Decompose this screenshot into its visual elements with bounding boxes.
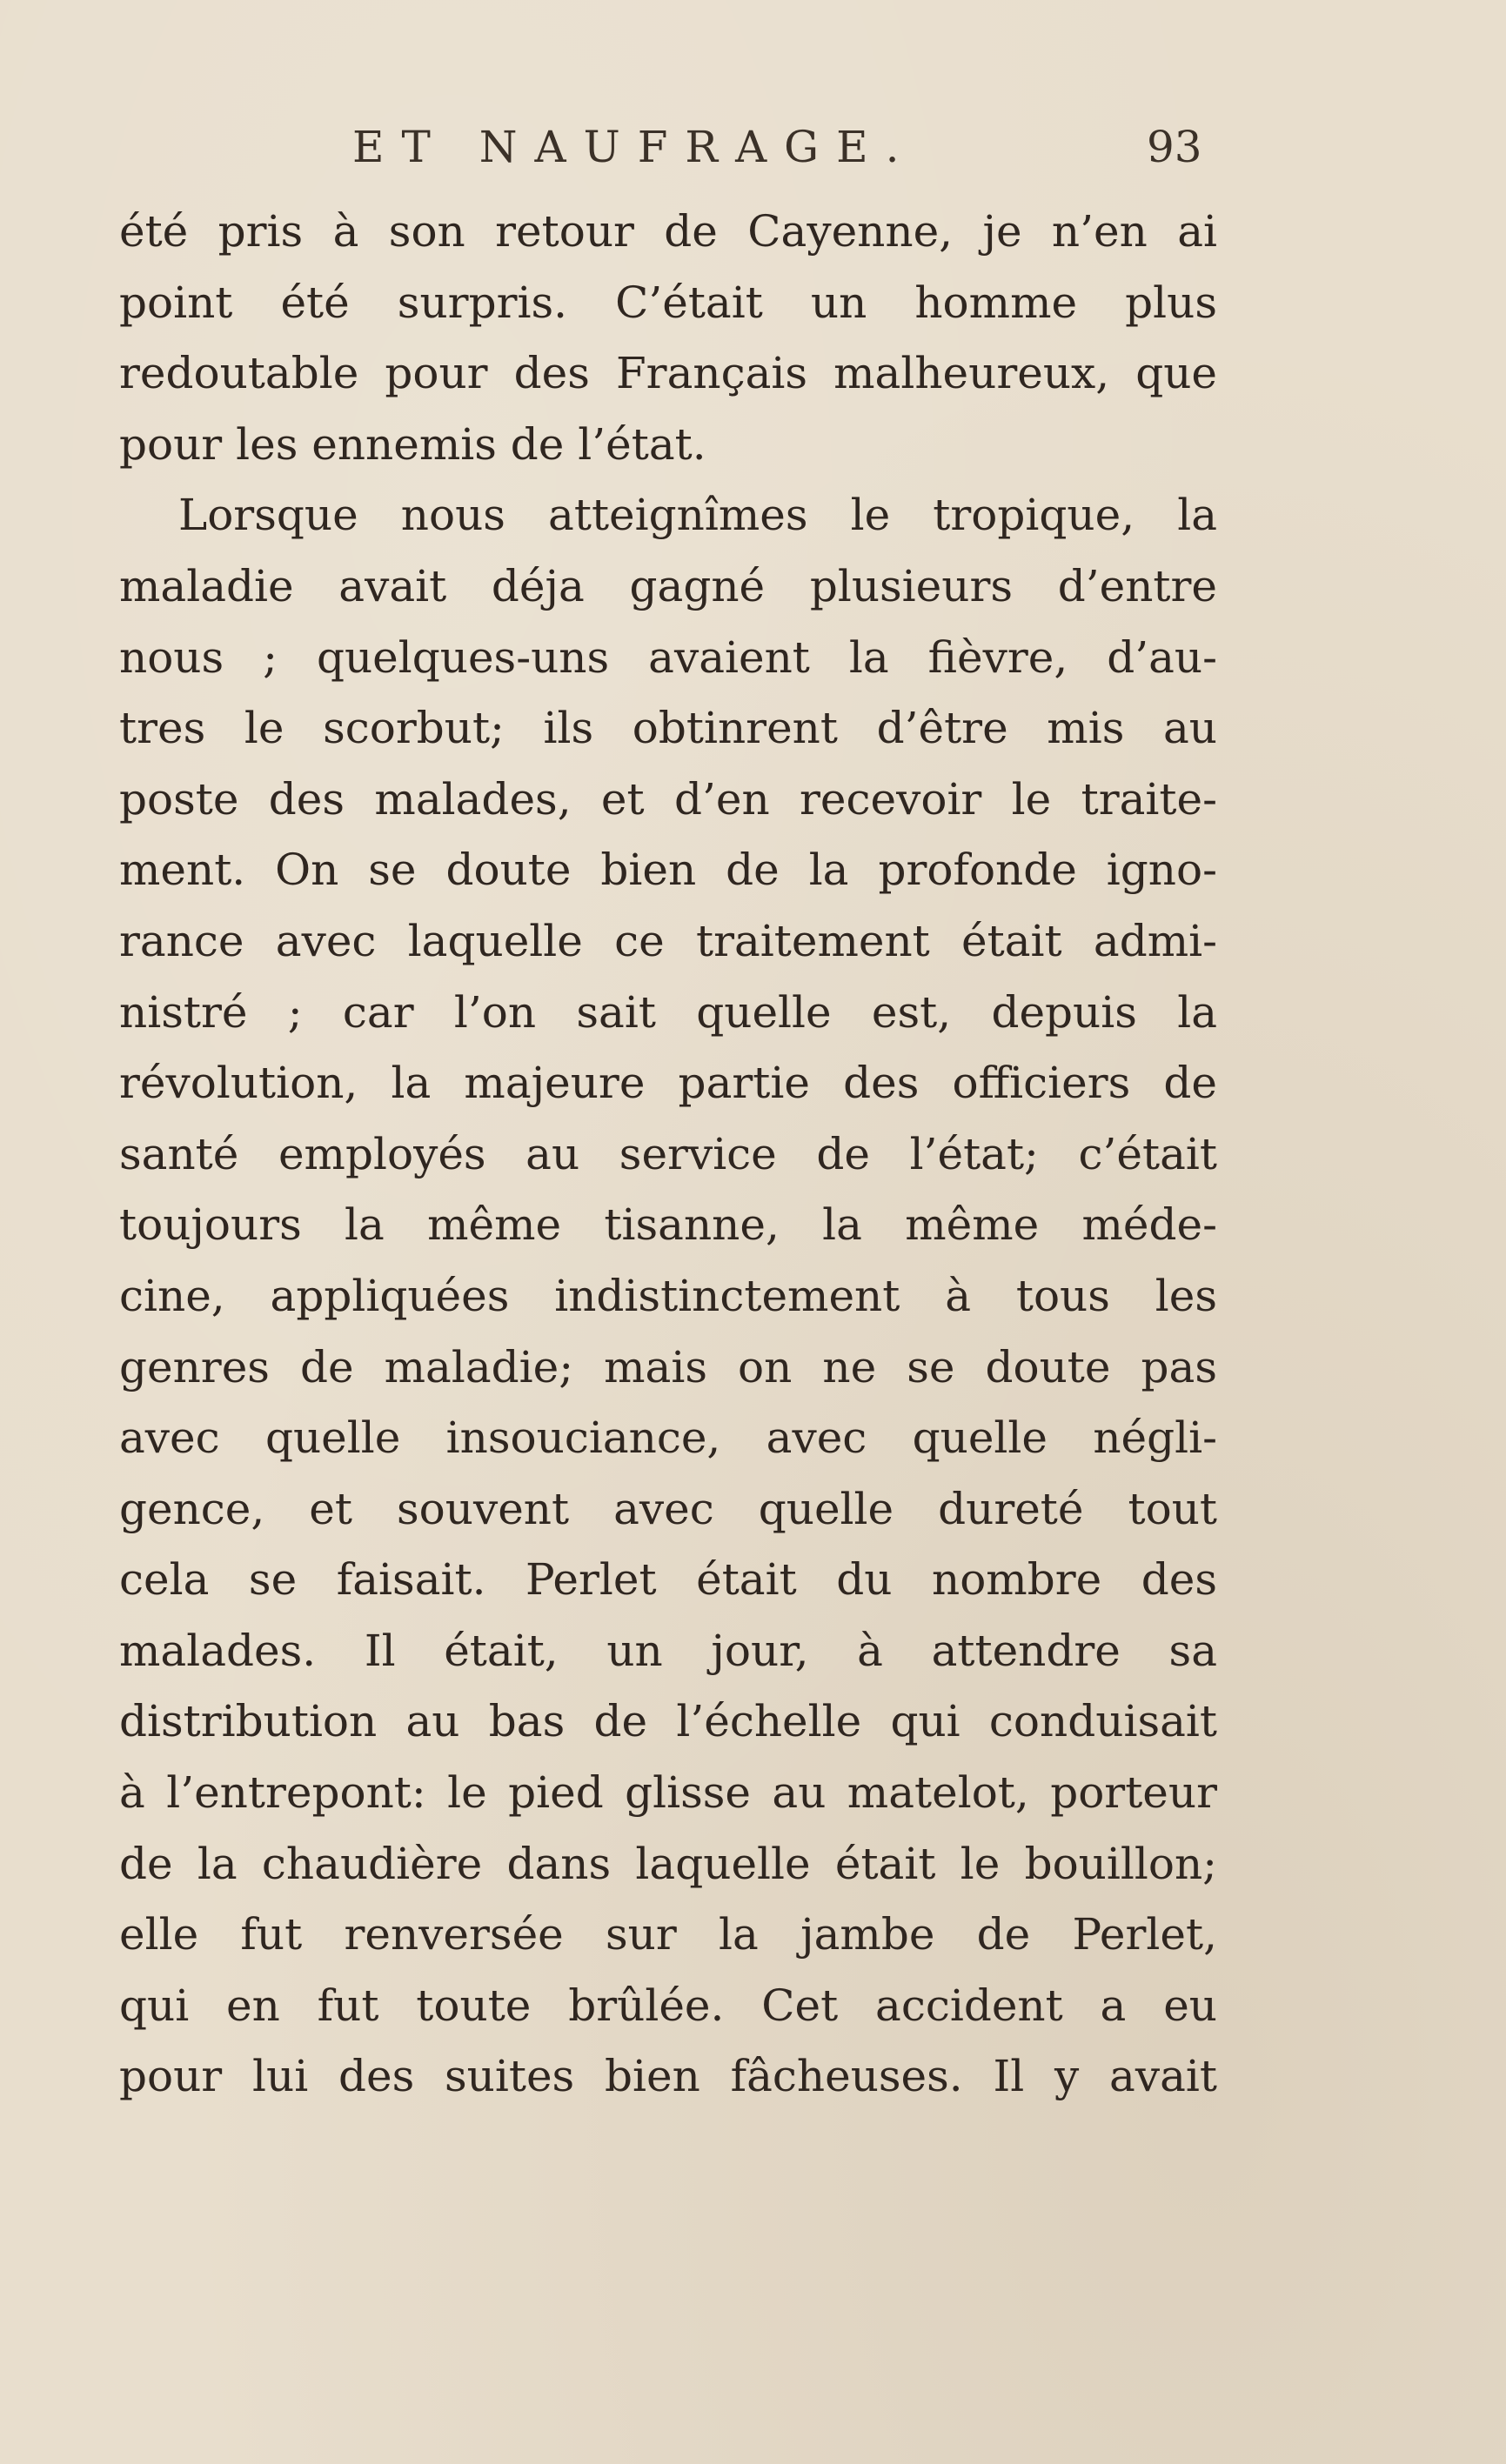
text-line: toujours la même tisanne, la même méde- bbox=[119, 1199, 1217, 1251]
text-line: distribution au bas de l’échelle qui conduisait bbox=[119, 1696, 1217, 1747]
running-title: ET NAUFRAGE. bbox=[352, 122, 917, 172]
text-line: à l’entrepont: le pied glisse au matelot, porteur bbox=[119, 1767, 1217, 1819]
text-line: santé employés au service de l’état; c’était bbox=[119, 1128, 1217, 1179]
text-line: de la chaudière dans laquelle était le bouillon; bbox=[119, 1838, 1217, 1889]
text-line: tres le scorbut; ils obtinrent d’être mis au bbox=[119, 703, 1217, 754]
text-line: été pris à son retour de Cayenne, je n’en ai bbox=[119, 206, 1217, 257]
text-line: poste des malades, et d’en recevoir le traite- bbox=[119, 773, 1217, 825]
text-line: rance avec laquelle ce traitement était admi- bbox=[119, 915, 1217, 966]
body-text bbox=[119, 197, 1217, 2113]
text-line: cine, appliquées indistinctement à tous les bbox=[119, 1270, 1217, 1321]
page-number: 93 bbox=[1147, 122, 1202, 172]
text-line: nistré ; car l’on sait quelle est, depuis la bbox=[119, 986, 1217, 1038]
text-line: avec quelle insouciance, avec quelle négli- bbox=[119, 1412, 1217, 1464]
text-line: maladie avait déja gagné plusieurs d’entre bbox=[119, 560, 1217, 611]
paragraph-first-line: Lorsque nous atteignîmes le tropique, la bbox=[178, 490, 1217, 541]
running-head bbox=[0, 122, 1506, 191]
text-line: révolution, la majeure partie des officiers de bbox=[119, 1058, 1217, 1109]
text-line: elle fut renversée sur la jambe de Perlet, bbox=[119, 1909, 1217, 1960]
text-line: genres de maladie; mais on ne se doute pas bbox=[119, 1341, 1217, 1392]
text-line: pour lui des suites bien fâcheuses. Il y avait bbox=[119, 2051, 1217, 2102]
text-line: nous ; quelques-uns avaient la fièvre, d’au- bbox=[119, 631, 1217, 683]
text-line: qui en fut toute brûlée. Cet accident a eu bbox=[119, 1980, 1217, 2031]
text-line: ment. On se doute bien de la profonde igno- bbox=[119, 845, 1217, 896]
text-line: malades. Il était, un jour, à attendre sa bbox=[119, 1625, 1217, 1676]
text-line: point été surpris. C’était un homme plus bbox=[119, 277, 1217, 328]
text-line: gence, et souvent avec quelle dureté tout bbox=[119, 1483, 1217, 1534]
text-line: pour les ennemis de l’état. bbox=[119, 418, 706, 470]
text-line: cela se faisait. Perlet était du nombre des bbox=[119, 1554, 1217, 1606]
text-line: redoutable pour des Français malheureux, que bbox=[119, 348, 1217, 399]
